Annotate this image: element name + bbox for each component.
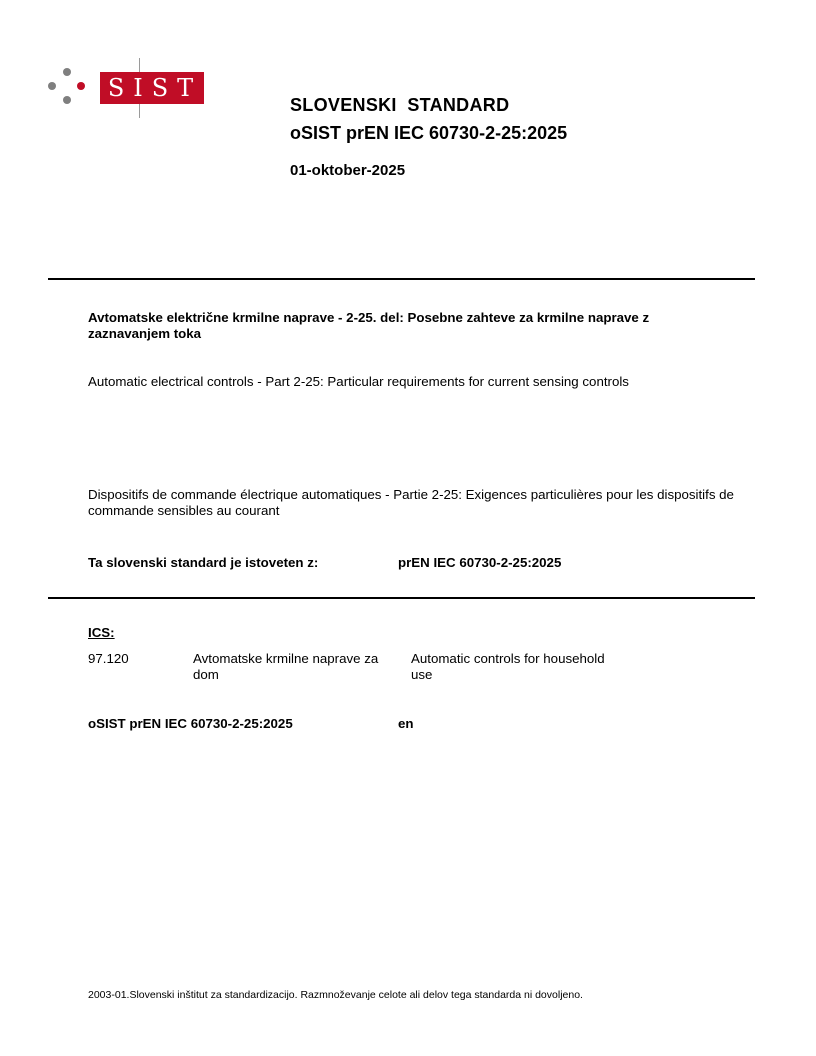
sist-logo: SIST (100, 72, 204, 104)
ics-description-english: Automatic controls for household use (411, 651, 605, 682)
title-english: Automatic electrical controls - Part 2-25: Particular requirements for current sensing controls (88, 374, 629, 389)
document-code: oSIST prEN IEC 60730-2-25:2025 (88, 716, 293, 731)
title-french: Dispositifs de commande électrique automatiques - Partie 2-25: Exigences particulières pour les dispositifs de commande sensibles au courant (88, 487, 734, 518)
top-divider (48, 278, 755, 280)
copyright-footer: 2003-01.Slovenski inštitut za standardizacijo. Razmnoževanje celote ali delov tega standarda ni dovoljeno. (88, 989, 583, 1001)
identity-value: prEN IEC 60730-2-25:2025 (398, 555, 562, 570)
logo-dots (48, 66, 88, 110)
title-slovenian: Avtomatske električne krmilne naprave - 2-25. del: Posebne zahteve za krmilne naprave z zaznavanjem toka (88, 310, 650, 341)
identity-label: Ta slovenski standard je istoveten z: (88, 555, 319, 570)
logo-dot-red (77, 82, 85, 90)
logo-dot-left (48, 82, 56, 90)
standard-code: oSIST prEN IEC 60730-2-25:2025 (290, 123, 568, 143)
ics-label: ICS: (88, 625, 115, 640)
ics-description-slovenian: Avtomatske krmilne naprave za dom (193, 651, 379, 682)
standard-date: 01-oktober-2025 (290, 162, 406, 179)
ics-code: 97.120 (88, 651, 129, 666)
logo-dot-top (63, 68, 71, 76)
logo-dot-bottom (63, 96, 71, 104)
bottom-divider (48, 597, 755, 599)
document-language: en (398, 716, 414, 731)
standard-title: SLOVENSKI STANDARD (290, 95, 510, 115)
